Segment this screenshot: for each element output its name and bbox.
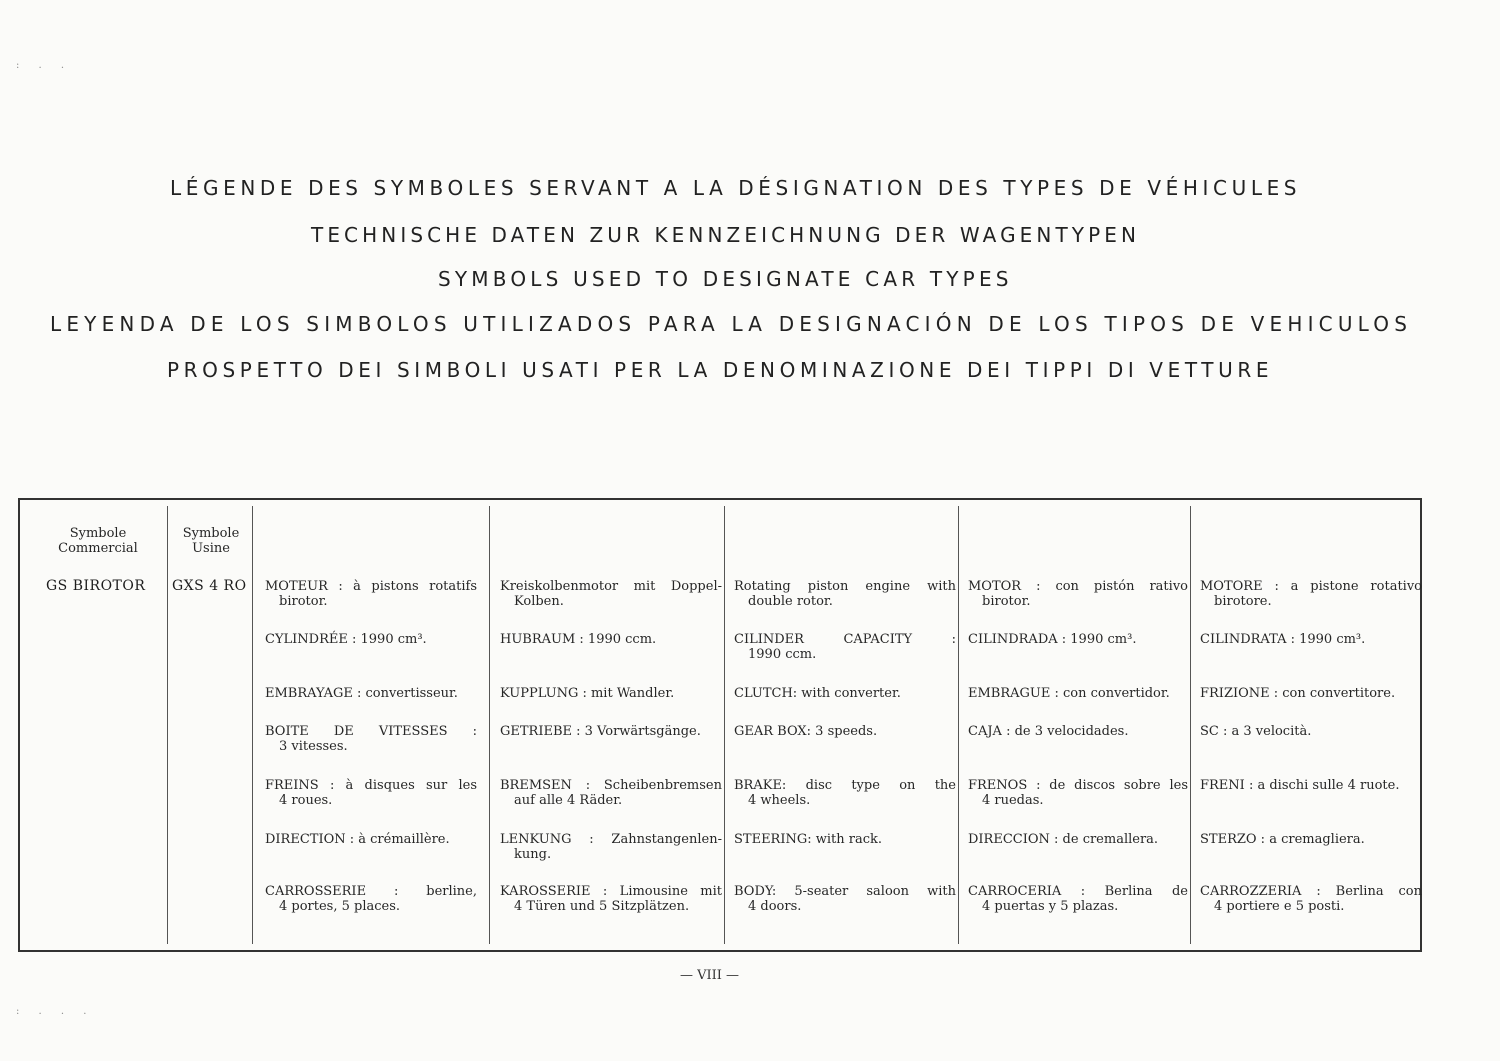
spec-line: SC : a 3 velocità. bbox=[1200, 724, 1312, 739]
header-line: Symbole bbox=[182, 526, 240, 541]
column-divider bbox=[167, 506, 168, 944]
specification-table bbox=[18, 498, 1422, 952]
spec-line: CARROSSERIE : berline, bbox=[265, 884, 477, 899]
spec-line: 4 Türen und 5 Sitzplätzen. bbox=[514, 899, 690, 914]
spec-line: 4 roues. bbox=[279, 793, 333, 808]
spec-cell-it bbox=[1200, 778, 1422, 793]
spec-cell-de bbox=[500, 884, 722, 914]
spec-line: double rotor. bbox=[748, 594, 833, 609]
spec-line: BRAKE: disc type on the bbox=[734, 778, 956, 793]
spec-line: CLUTCH: with converter. bbox=[734, 686, 901, 701]
title-english: SYMBOLS USED TO DESIGNATE CAR TYPES bbox=[438, 267, 1013, 291]
spec-cell-fr bbox=[265, 884, 477, 914]
spec-line: HUBRAUM : 1990 ccm. bbox=[500, 632, 657, 647]
spec-cell-en bbox=[734, 724, 956, 739]
page-number: — VIII — bbox=[680, 968, 740, 983]
spec-line: 4 wheels. bbox=[748, 793, 811, 808]
title-italian: PROSPETTO DEI SIMBOLI USATI PER LA DENOMINAZIONE DEI TIPPI DI VETTURE bbox=[167, 358, 1274, 382]
spec-line: GEAR BOX: 3 speeds. bbox=[734, 724, 878, 739]
spec-line: birotor. bbox=[982, 594, 1031, 609]
spec-cell-es bbox=[968, 778, 1188, 808]
spec-line: CARROCERIA : Berlina de bbox=[968, 884, 1188, 899]
spec-cell-it bbox=[1200, 579, 1422, 609]
spec-line: STERZO : a cremagliera. bbox=[1200, 832, 1365, 847]
spec-line: LENKUNG : Zahnstangenlen- bbox=[500, 832, 722, 847]
spec-line: birotore. bbox=[1214, 594, 1272, 609]
spec-line: MOTOR : con pistón rativo bbox=[968, 579, 1188, 594]
spec-line: Kreiskolbenmotor mit Doppel- bbox=[500, 579, 722, 594]
scan-specks: : . . . bbox=[16, 1006, 95, 1017]
spec-line: birotor. bbox=[279, 594, 328, 609]
spec-line: FRENOS : de discos sobre les bbox=[968, 778, 1188, 793]
header-line: Usine bbox=[192, 541, 230, 556]
spec-cell-en bbox=[734, 686, 956, 701]
spec-line: Rotating piston engine with bbox=[734, 579, 956, 594]
header-symbole-commercial bbox=[28, 526, 168, 556]
spec-line: kung. bbox=[514, 847, 552, 862]
spec-cell-en bbox=[734, 832, 956, 847]
spec-cell-fr bbox=[265, 632, 477, 647]
column-divider bbox=[958, 506, 959, 944]
header-line: Commercial bbox=[58, 541, 138, 556]
spec-line: BODY: 5-seater saloon with bbox=[734, 884, 956, 899]
spec-line: 4 portes, 5 places. bbox=[279, 899, 401, 914]
spec-line: DIRECCION : de cremallera. bbox=[968, 832, 1159, 847]
title-german: TECHNISCHE DATEN ZUR KENNZEICHNUNG DER WAGENTYPEN bbox=[311, 223, 1141, 247]
spec-line: FREINS : à disques sur les bbox=[265, 778, 477, 793]
spec-line: FRENI : a dischi sulle 4 ruote. bbox=[1200, 778, 1400, 793]
symbol-commercial-value: GS BIROTOR bbox=[46, 578, 146, 594]
symbol-usine-value: GXS 4 RO bbox=[172, 578, 247, 594]
spec-line: KAROSSERIE : Limousine mit bbox=[500, 884, 722, 899]
title-french: LÉGENDE DES SYMBOLES SERVANT A LA DÉSIGNATION DES TYPES DE VÉHICULES bbox=[170, 176, 1302, 200]
spec-line: GETRIEBE : 3 Vorwärtsgänge. bbox=[500, 724, 701, 739]
column-divider bbox=[1190, 506, 1191, 944]
spec-cell-es bbox=[968, 884, 1188, 914]
spec-line: EMBRAGUE : con convertidor. bbox=[968, 686, 1170, 701]
spec-cell-de bbox=[500, 579, 722, 609]
column-divider bbox=[252, 506, 253, 944]
spec-cell-es bbox=[968, 686, 1188, 701]
spec-line: 3 vitesses. bbox=[279, 739, 348, 754]
spec-cell-it bbox=[1200, 832, 1422, 847]
spec-cell-fr bbox=[265, 778, 477, 808]
spec-cell-es bbox=[968, 724, 1188, 739]
spec-cell-fr bbox=[265, 579, 477, 609]
spec-cell-de bbox=[500, 778, 722, 808]
scan-specks: : . . bbox=[16, 60, 73, 71]
spec-cell-fr bbox=[265, 724, 477, 754]
spec-line: Kolben. bbox=[514, 594, 564, 609]
spec-line: 4 portiere e 5 posti. bbox=[1214, 899, 1345, 914]
spec-line: KUPPLUNG : mit Wandler. bbox=[500, 686, 675, 701]
spec-line: DIRECTION : à crémaillère. bbox=[265, 832, 450, 847]
spec-cell-en bbox=[734, 884, 956, 914]
spec-line: MOTORE : a pistone rotativo bbox=[1200, 579, 1422, 594]
spec-line: CILINDRADA : 1990 cm³. bbox=[968, 632, 1137, 647]
spec-line: 1990 ccm. bbox=[748, 647, 817, 662]
spec-cell-it bbox=[1200, 686, 1422, 701]
spec-line: 4 ruedas. bbox=[982, 793, 1044, 808]
spec-line: CILINDER CAPACITY : bbox=[734, 632, 956, 647]
spec-cell-en bbox=[734, 632, 956, 662]
spec-cell-it bbox=[1200, 632, 1422, 647]
spec-cell-de bbox=[500, 832, 722, 862]
spec-cell-de bbox=[500, 632, 722, 647]
spec-line: MOTEUR : à pistons rotatifs bbox=[265, 579, 477, 594]
header-line: Symbole bbox=[69, 526, 127, 541]
spec-cell-fr bbox=[265, 686, 477, 701]
spec-line: CYLINDRÉE : 1990 cm³. bbox=[265, 632, 427, 647]
spec-line: 4 doors. bbox=[748, 899, 802, 914]
spec-line: FRIZIONE : con convertitore. bbox=[1200, 686, 1396, 701]
title-spanish: LEYENDA DE LOS SIMBOLOS UTILIZADOS PARA LA DESIGNACIÓN DE LOS TIPOS DE VEHICULOS bbox=[50, 312, 1413, 336]
spec-line: BOITE DE VITESSES : bbox=[265, 724, 477, 739]
spec-line: auf alle 4 Räder. bbox=[514, 793, 623, 808]
spec-line: 4 puertas y 5 plazas. bbox=[982, 899, 1119, 914]
spec-line: CARROZZERIA : Berlina con bbox=[1200, 884, 1422, 899]
spec-cell-es bbox=[968, 579, 1188, 609]
spec-cell-de bbox=[500, 686, 722, 701]
spec-cell-it bbox=[1200, 884, 1422, 914]
column-divider bbox=[724, 506, 725, 944]
spec-line: STEERING: with rack. bbox=[734, 832, 883, 847]
spec-cell-en bbox=[734, 579, 956, 609]
spec-cell-fr bbox=[265, 832, 477, 847]
spec-cell-de bbox=[500, 724, 722, 739]
spec-line: CAJA : de 3 velocidades. bbox=[968, 724, 1129, 739]
spec-cell-it bbox=[1200, 724, 1422, 739]
column-divider bbox=[489, 506, 490, 944]
spec-line: CILINDRATA : 1990 cm³. bbox=[1200, 632, 1366, 647]
spec-line: BREMSEN : Scheibenbremsen bbox=[500, 778, 722, 793]
spec-cell-en bbox=[734, 778, 956, 808]
spec-cell-es bbox=[968, 632, 1188, 647]
spec-line: EMBRAYAGE : convertisseur. bbox=[265, 686, 458, 701]
spec-cell-es bbox=[968, 832, 1188, 847]
header-symbole-usine bbox=[170, 526, 252, 556]
